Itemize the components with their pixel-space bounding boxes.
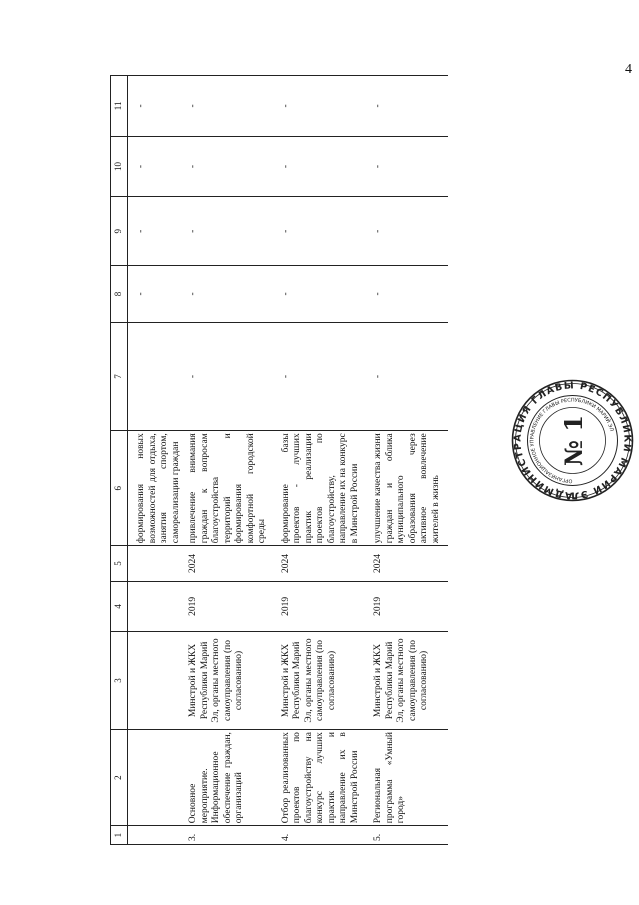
cell-value: - — [182, 266, 275, 322]
cell-value: - — [275, 322, 368, 431]
cell-value: - — [367, 136, 448, 197]
page-number: 4 — [625, 62, 632, 77]
column-header: 1 — [111, 826, 128, 845]
cell-value: - — [182, 322, 275, 431]
cell-value: - — [367, 322, 448, 431]
cell-value: - — [128, 266, 183, 322]
cell-value: - — [275, 266, 368, 322]
cell-value: - — [128, 197, 183, 266]
table-row-continued — [128, 76, 183, 845]
header-row — [111, 76, 128, 845]
table-row — [182, 76, 275, 845]
column-header: 4 — [111, 581, 128, 631]
cell-value: - — [128, 76, 183, 137]
column-header: 8 — [111, 266, 128, 322]
stamp-inner-text: ОРГАНИЗАЦИОННОЕ УПРАВЛЕНИЕ ГЛАВЫ РЕСПУБЛИКИ МАРИЙ ЭЛ — [529, 397, 615, 484]
column-header: 9 — [111, 197, 128, 266]
cell-empty — [128, 631, 183, 729]
column-header: 5 — [111, 546, 128, 582]
cell-value: - — [367, 197, 448, 266]
cell-value: - — [275, 136, 368, 197]
cell-number: 5. — [367, 826, 448, 845]
cell-value: - — [182, 136, 275, 197]
column-header: 3 — [111, 631, 128, 729]
activities-table — [110, 75, 448, 845]
cell-name: Региональная программа «Умный город» — [367, 730, 448, 826]
cell-value: - — [182, 197, 275, 266]
cell-empty — [128, 581, 183, 631]
cell-goal: улучшение качества жизни граждан и облика муниципального образования через активное вовлечение жителей в жизнь — [367, 431, 448, 546]
cell-executor: Минстрой и ЖКХ Республики Марий Эл, органы местного самоуправления (по согласованию) — [182, 631, 275, 729]
cell-number: 4. — [275, 826, 368, 845]
cell-empty — [128, 826, 183, 845]
column-header: 2 — [111, 730, 128, 826]
cell-value: - — [275, 197, 368, 266]
stamp-number: № 1 — [559, 414, 588, 467]
cell-start: 2019 — [367, 581, 448, 631]
cell-start: 2019 — [182, 581, 275, 631]
cell-number: 3. — [182, 826, 275, 845]
cell-executor: Минстрой и ЖКХ Республики Марий Эл, органы местного самоуправления (по согласованию) — [367, 631, 448, 729]
cell-value: - — [275, 76, 368, 137]
rotated-table-wrapper — [110, 75, 540, 845]
column-header: 6 — [111, 431, 128, 546]
column-header: 7 — [111, 322, 128, 431]
cell-empty — [128, 730, 183, 826]
cell-value: - — [367, 76, 448, 137]
stamp-outer-text: АДМИНИСТРАЦИЯ ГЛАВЫ РЕСПУБЛИКИ МАРИЙ ЭЛ — [512, 380, 633, 501]
cell-executor: Минстрой и ЖКХ Республики Марий Эл, органы местного самоуправления (по согласованию) — [275, 631, 368, 729]
table-row — [367, 76, 448, 845]
cell-empty — [128, 546, 183, 582]
cell-name: Основное мероприятие. Информационное обеспечение граждан, организаций — [182, 730, 275, 826]
cell-end: 2024 — [182, 546, 275, 582]
cell-goal: привлечение внимания граждан к вопросам благоустройства территорий и формирования комфортной городской среды — [182, 431, 275, 546]
cell-end: 2024 — [275, 546, 368, 582]
cell-end: 2024 — [367, 546, 448, 582]
cell-goal: формирования новых возможностей для отдыха, занятия спортом, самореализации граждан — [128, 431, 183, 546]
cell-goal: формирование базы проектов - лучших практик реализации проектов по благоустройству, направление их на конкурс в Минстрой России — [275, 431, 368, 546]
cell-start: 2019 — [275, 581, 368, 631]
cell-empty — [128, 322, 183, 431]
table-row — [275, 76, 368, 845]
cell-value: - — [128, 136, 183, 197]
cell-value: - — [367, 266, 448, 322]
column-header: 11 — [111, 76, 128, 137]
column-header: 10 — [111, 136, 128, 197]
cell-name: Отбор реализованных проектов по благоустройству на конкурс лучших практик и направление их в Минстрой России — [275, 730, 368, 826]
cell-value: - — [182, 76, 275, 137]
official-stamp — [510, 378, 635, 503]
